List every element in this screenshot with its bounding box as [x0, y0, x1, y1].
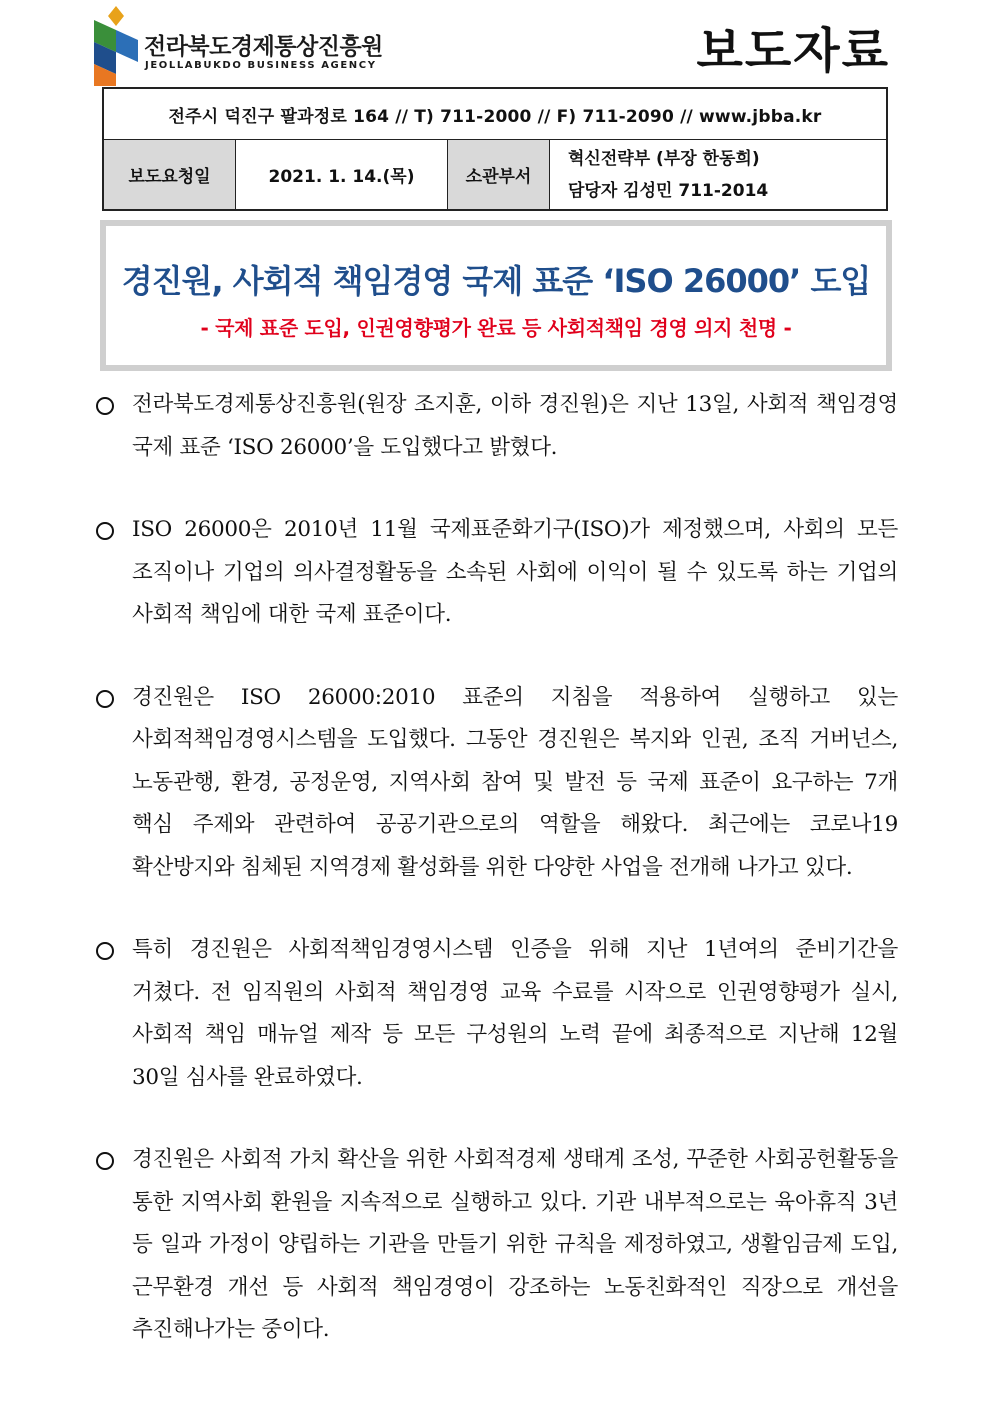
headline-subtitle: - 국제 표준 도입, 인권영향평가 완료 등 사회적책임 경영 의지 천명 - — [200, 316, 792, 340]
paragraph-text: 경진원은 사회적 가치 확산을 위한 사회적경제 생태계 조성, 꾸준한 사회공헌활동을 통한 지역사회 환원을 지속적으로 실행하고 있다. 기관 내부적으로는 육아휴직 3년 등 일과 가정이 양립하는 기관을 만들기 위한 규칙을 제정하였고, 생활임금제 도입, 근무환경 개선 등 사회적 책임경영이 강조하는 노동친화적인 직장으로 개선을 추진해나가는 중이다. — [132, 1147, 898, 1342]
document-type-heading: 보도자료 — [696, 23, 890, 79]
department-head: 혁신전략부 (부장 한동희) — [568, 148, 760, 169]
request-date-value: 2021. 1. 14.(목) — [236, 140, 448, 209]
press-info-table — [102, 87, 888, 211]
body-paragraph — [96, 384, 898, 469]
info-row — [104, 140, 886, 209]
organization-logo — [94, 6, 404, 86]
body-paragraph — [96, 677, 898, 890]
department-label: 소관부서 — [448, 140, 550, 209]
circle-bullet-icon — [96, 690, 114, 708]
circle-bullet-icon — [96, 397, 114, 415]
body-paragraph — [96, 929, 898, 1099]
circle-bullet-icon — [96, 942, 114, 960]
headline-box — [100, 220, 892, 371]
paragraph-text: 특히 경진원은 사회적책임경영시스템 인증을 위해 지난 1년여의 준비기간을 거쳤다. 전 임직원의 사회적 책임경영 교육 수료를 시작으로 인권영향평가 실시, 사회적 책임 매뉴얼 제작 등 모든 구성원의 노력 끝에 최종적으로 지난해 12월 30일 심사를 완료하였다. — [132, 937, 898, 1090]
paragraph-text: 전라북도경제통상진흥원(원장 조지훈, 이하 경진원)은 지난 13일, 사회적 책임경영 국제 표준 ‘ISO 26000’을 도입했다고 밝혔다. — [132, 392, 898, 460]
paragraph-text: ISO 26000은 2010년 11월 국제표준화기구(ISO)가 제정했으며, 사회의 모든 조직이나 기업의 의사결정활동을 소속된 사회에 이익이 될 수 있도록 하는 기업의 사회적 책임에 대한 국제 표준이다. — [132, 517, 898, 627]
headline-title: 경진원, 사회적 책임경영 국제 표준 ‘ISO 26000’ 도입 — [121, 262, 871, 300]
body-paragraph — [96, 1139, 898, 1352]
department-value — [550, 140, 886, 209]
press-body — [96, 384, 898, 1352]
circle-bullet-icon — [96, 522, 114, 540]
org-name-english: JEOLLABUKDO BUSINESS AGENCY — [145, 60, 377, 71]
logo-mark-icon — [94, 6, 138, 86]
request-date-label: 보도요청일 — [104, 140, 236, 209]
paragraph-text: 경진원은 ISO 26000:2010 표준의 지침을 적용하여 실행하고 있는 사회적책임경영시스템을 도입했다. 그동안 경진원은 복지와 인권, 조직 거버넌스, 노동관행, 환경, 공정운영, 지역사회 참여 및 발전 등 국제 표준이 요구하는 7개 핵심 주제와 관련하여 공공기관으로의 역할을 해왔다. 최근에는 코로나19 확산방지와 침체된 지역경제 활성화를 위한 다양한 사업을 전개해 나가고 있다. — [132, 684, 898, 880]
circle-bullet-icon — [96, 1152, 114, 1170]
body-paragraph — [96, 509, 898, 637]
department-contact: 담당자 김성민 711-2014 — [568, 180, 769, 201]
org-name-korean: 전라북도경제통상진흥원 — [144, 34, 383, 60]
contact-line: 전주시 덕진구 팔과정로 164 // T) 711-2000 // F) 711-2090 // www.jbba.kr — [104, 89, 886, 140]
